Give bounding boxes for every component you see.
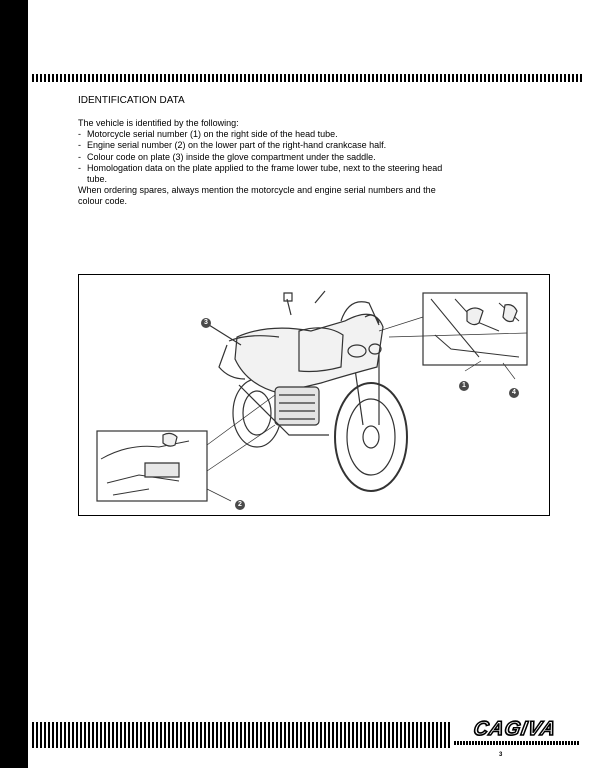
bottom-dashed-rule — [32, 722, 450, 748]
logo-underline — [454, 741, 580, 745]
left-black-margin — [0, 0, 28, 768]
identification-list — [78, 129, 458, 185]
cagiva-logo: CAGIVA — [471, 718, 559, 740]
closing-text: When ordering spares, always mention the motorcycle and engine serial numbers and the colour code. — [78, 185, 436, 207]
section-heading: IDENTIFICATION DATA — [78, 95, 185, 106]
list-item: - Engine serial number (2) on the lower part of the right-hand crankcase half. — [78, 140, 458, 151]
page-number: 3 — [499, 752, 503, 758]
motorcycle-figure — [78, 274, 550, 516]
callout-3: 3 — [201, 318, 211, 328]
motorcycle-illustration — [79, 275, 549, 515]
manual-page — [28, 0, 592, 768]
callout-2: 2 — [235, 500, 245, 510]
intro-text: The vehicle is identified by the following: — [78, 118, 239, 128]
callout-1: 1 — [459, 381, 469, 391]
list-item: - Homologation data on the plate applied to the frame lower tube, next to the steering head tube. — [78, 163, 458, 185]
list-item: - Motorcycle serial number (1) on the right side of the head tube. — [78, 129, 458, 140]
top-dashed-rule — [32, 74, 582, 82]
body-text — [78, 118, 458, 208]
list-item: - Colour code on plate (3) inside the glove compartment under the saddle. — [78, 152, 458, 163]
callout-4: 4 — [509, 388, 519, 398]
inset-head-tube — [423, 293, 527, 365]
